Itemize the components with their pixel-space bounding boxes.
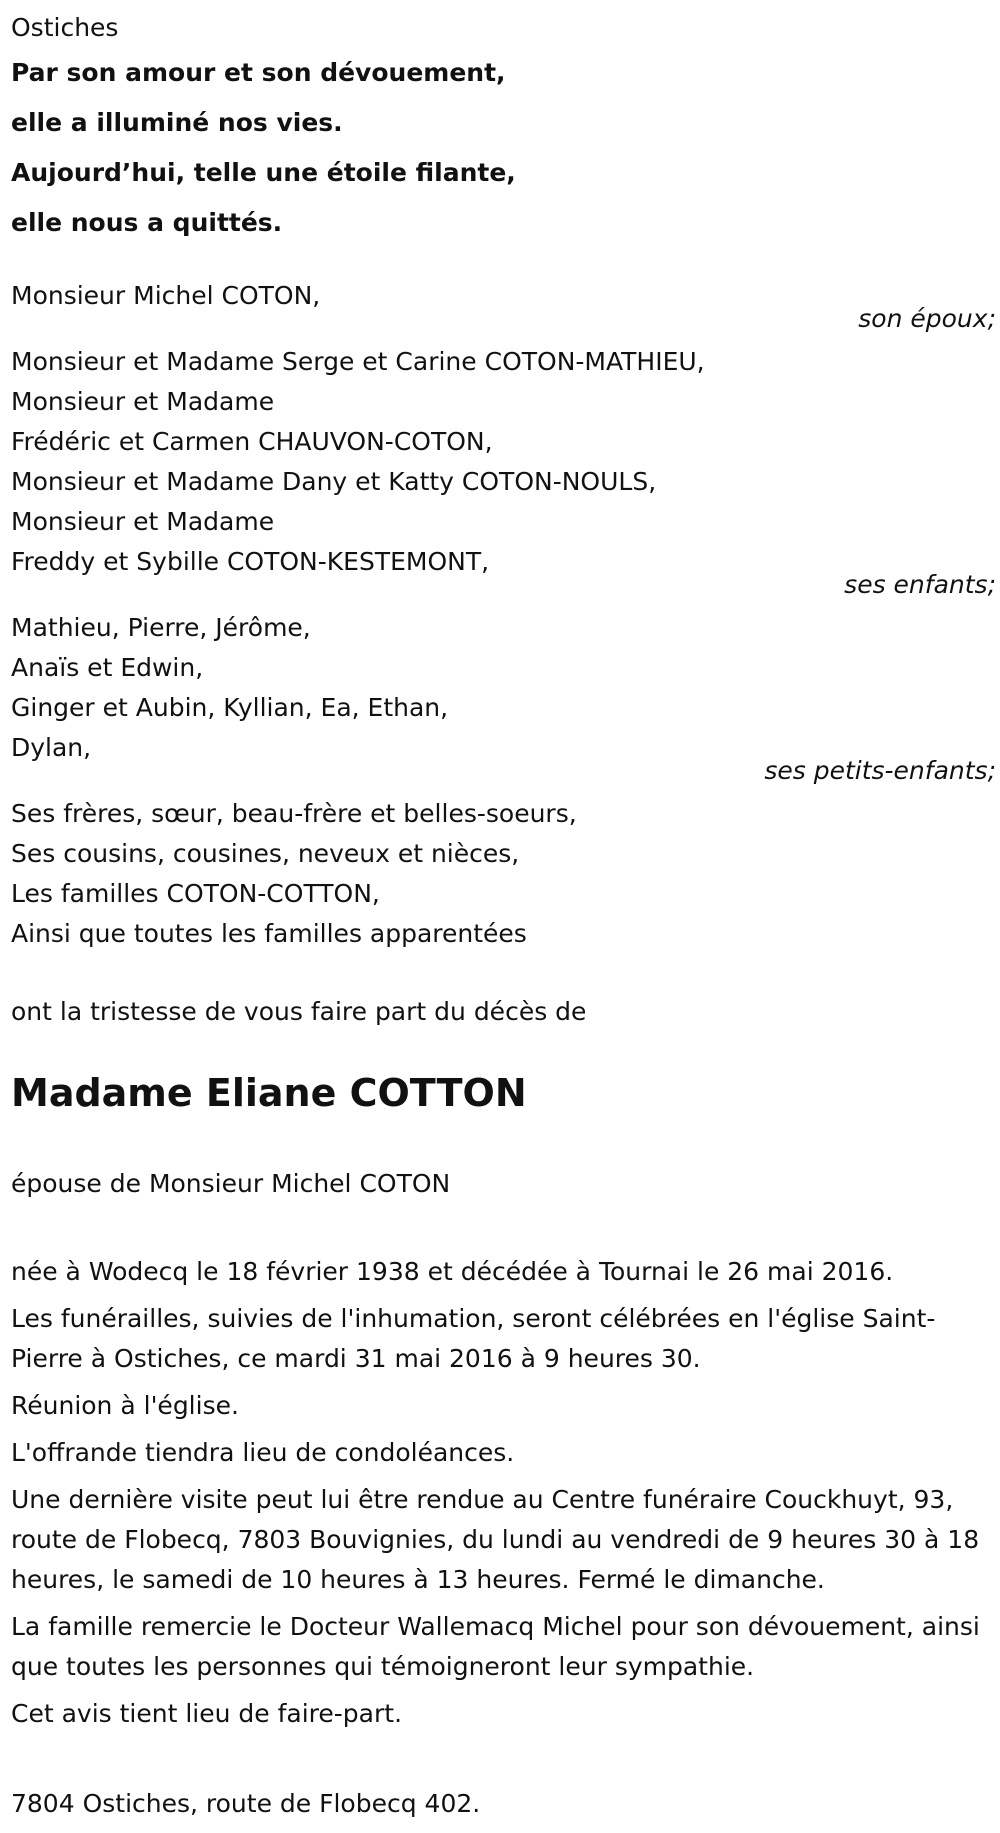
family-line: Ses cousins, cousines, neveux et nièces, xyxy=(11,839,520,868)
children-role: ses enfants; xyxy=(844,570,996,599)
poem-line: Aujourd’hui, telle une étoile filante, xyxy=(11,158,516,187)
child-name: Monsieur et Madame Serge et Carine COTON-MATHIEU, xyxy=(11,347,705,376)
grandchild-name: Anaïs et Edwin, xyxy=(11,653,204,682)
meeting-info: Réunion à l'église. xyxy=(11,1391,239,1420)
child-name: Monsieur et Madame Dany et Katty COTON-NOULS, xyxy=(11,467,657,496)
family-line: Ainsi que toutes les familles apparentées xyxy=(11,919,527,948)
spouse-group xyxy=(11,276,996,332)
spouse-role: son époux; xyxy=(858,304,996,333)
child-name: Monsieur et Madame xyxy=(11,507,275,536)
notice-info: Cet avis tient lieu de faire-part. xyxy=(11,1699,403,1728)
birth-death-dates: née à Wodecq le 18 février 1938 et décédée à Tournai le 26 mai 2016. xyxy=(11,1257,894,1286)
poem-line: Par son amour et son dévouement, xyxy=(11,58,506,87)
grandchild-name: Dylan, xyxy=(11,733,92,762)
address: 7804 Ostiches, route de Flobecq 402. xyxy=(11,1789,481,1818)
child-name: Freddy et Sybille COTON-KESTEMONT, xyxy=(11,547,490,576)
child-name: Monsieur et Madame xyxy=(11,387,275,416)
spouse-line: épouse de Monsieur Michel COTON xyxy=(11,1169,451,1198)
family-line: Les familles COTON-COTTON, xyxy=(11,879,380,908)
child-name: Frédéric et Carmen CHAUVON-COTON, xyxy=(11,427,493,456)
offering-info: L'offrande tiendra lieu de condoléances. xyxy=(11,1438,515,1467)
funeral-info: Les funérailles, suivies de l'inhumation, seront célébrées en l'église Saint-Pierre à Ostiches, ce mardi 31 mai 2016 à 9 heures 30. xyxy=(11,1304,936,1373)
locality: Ostiches xyxy=(11,13,119,42)
grandchildren-role: ses petits-enfants; xyxy=(764,756,996,785)
spouse-name: Monsieur Michel COTON, xyxy=(11,281,321,310)
thanks-info: La famille remercie le Docteur Wallemacq Michel pour son dévouement, ainsi que toutes les personnes qui témoigneront leur sympathie. xyxy=(11,1612,980,1681)
family-line: Ses frères, sœur, beau-frère et belles-soeurs, xyxy=(11,799,577,828)
grandchildren-group xyxy=(11,608,996,784)
grandchild-name: Ginger et Aubin, Kyllian, Ea, Ethan, xyxy=(11,693,449,722)
grandchild-name: Mathieu, Pierre, Jérôme, xyxy=(11,613,311,642)
announcement: ont la tristesse de vous faire part du décès de xyxy=(11,997,587,1026)
extended-family xyxy=(11,794,996,954)
poem-line: elle nous a quittés. xyxy=(11,208,283,237)
children-group xyxy=(11,342,996,598)
poem xyxy=(11,48,996,248)
poem-line: elle a illuminé nos vies. xyxy=(11,108,343,137)
obituary-notice xyxy=(11,8,996,1824)
visit-info: Une dernière visite peut lui être rendue au Centre funéraire Couckhuyt, 93, route de Flobecq, 7803 Bouvignies, du lundi au vendredi de 9 heures 30 à 18 heures, le samedi de 10 heures à 13 heures. Fermé le dimanche. xyxy=(11,1485,980,1594)
deceased-name: Madame Eliane COTTON xyxy=(11,1071,527,1115)
